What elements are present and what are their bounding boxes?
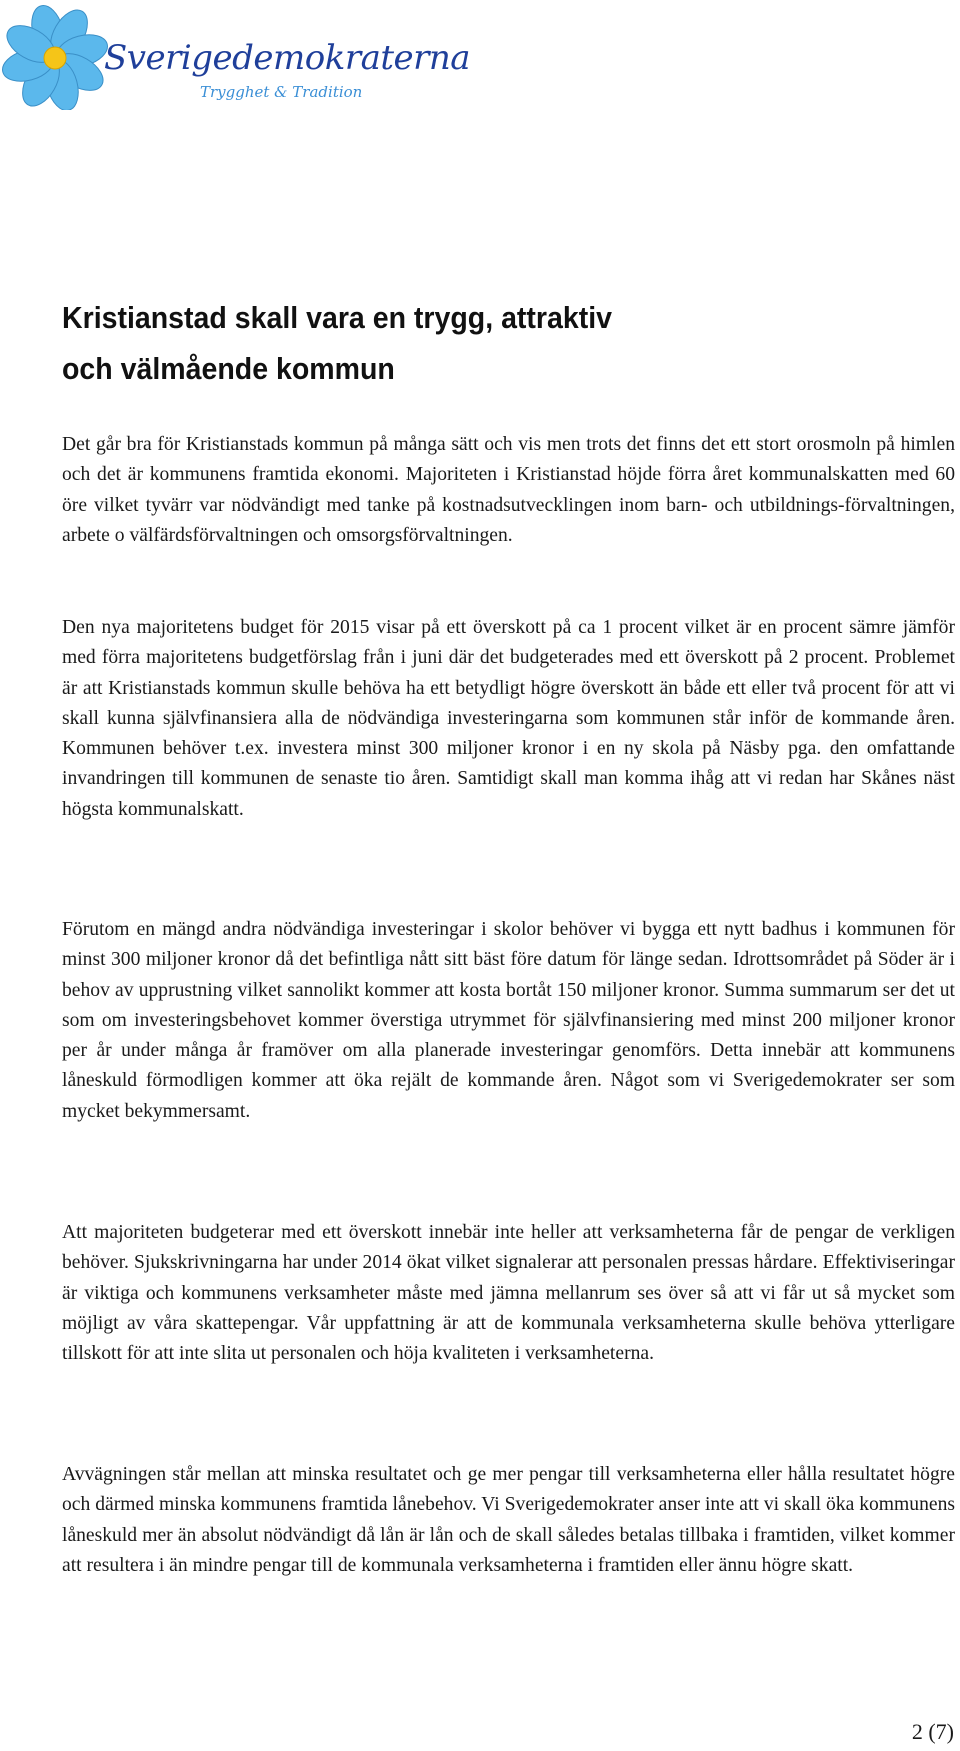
paragraph-4: Att majoriteten budgeterar med ett överskott innebär inte heller att verksamheterna får de pengar de verkligen behöver. Sjukskrivningarna har under 2014 ökat vilket signalerar att personalen pressas hårdare. Effektiviseringar är viktiga och kommunens verksamheter måste med jämna mellanrum ses över så att vi får ut så mycket som möjligt av våra skattepengar. Vår uppfattning är att de kommunala verksamheterna skulle behöva ytterligare tillskott för att inte slita ut personalen och höja kvaliteten i verksamheterna. bbox=[62, 1222, 955, 1365]
paragraph-1: Det går bra för Kristianstads kommun på många sätt och vis men trots det finns det ett stort orosmoln på himlen och det är kommunens framtida ekonomi. Majoriteten i Kristianstad höjde förra året kommunalskatten med 60 öre vilket tyvärr var nödvändigt med tanke på kostnadsutvecklingen inom barn- och utbildnings-förvaltningen, arbete o välfärdsförvaltningen och omsorgsförvaltningen. bbox=[62, 434, 955, 546]
flower-logo-icon bbox=[2, 2, 108, 110]
paragraph-2: Den nya majoritetens budget för 2015 visar på ett överskott på ca 1 procent vilket är en procent sämre jämför med förra majoritetens budgetförslag från i juni där det budgeterades med ett överskott på 2 procent. Problemet är att Kristianstads kommun skulle behöva ha ett betydligt högre överskott än både ett eller två procent för att vi skall kunna självfinansiera alla de nödvändiga investeringarna som kommunen står inför de kommande åren. Kommunen behöver t.ex. investera minst 300 miljoner kronor i en ny skola på Näsby pga. den omfattande invandringen till kommunen de senaste tio åren. Samtidigt skall man komma ihåg att vi redan har Skånes näst högsta kommunalskatt. bbox=[62, 617, 955, 820]
party-logo bbox=[0, 0, 471, 120]
logo-tagline: Trygghet & Tradition bbox=[200, 83, 363, 101]
page-number: 2 (7) bbox=[911, 1719, 954, 1744]
paragraph-3: Förutom en mängd andra nödvändiga investeringar i skolor behöver vi bygga ett nytt badhus i kommunen för minst 300 miljoner kronor då det befintliga nått sitt bäst före datum för länge sedan. Idrottsområdet på Söder är i behov av upprustning vilket sannolikt kommer att kosta bortåt 150 miljoner kronor. Summa summarum ser det ut som om investeringsbehovet kommer överstiga utrymmet för självfinansiering med minst 200 miljoner kronor per år under många år framöver om alla planerade investeringar genomförs. Detta innebär att kommunens låneskuld förmodligen kommer att öka rejält de kommande åren. Något som vi Sverigedemokrater ser som mycket bekymmersamt. bbox=[62, 919, 955, 1122]
paragraph-5: Avvägningen står mellan att minska resultatet och ge mer pengar till verksamheterna eller hålla resultatet högre och därmed minska kommunens framtida lånebehov. Vi Sverigedemokrater anser inte att vi skall öka kommunens låneskuld mer än absolut nödvändigt då lån är lån och de skall således betalas tillbaka i framtiden, vilket kommer att resultera i än mindre pengar till de kommunala verksamheterna i framtiden eller ännu högre skatt. bbox=[62, 1464, 955, 1576]
logo-wordmark: Sverigedemokraterna bbox=[104, 38, 471, 78]
flower-center bbox=[44, 47, 66, 69]
title-line-1: Kristianstad skall vara en trygg, attraktiv bbox=[62, 300, 613, 335]
title-line-2: och välmående kommun bbox=[62, 351, 395, 386]
page-title bbox=[62, 292, 798, 394]
